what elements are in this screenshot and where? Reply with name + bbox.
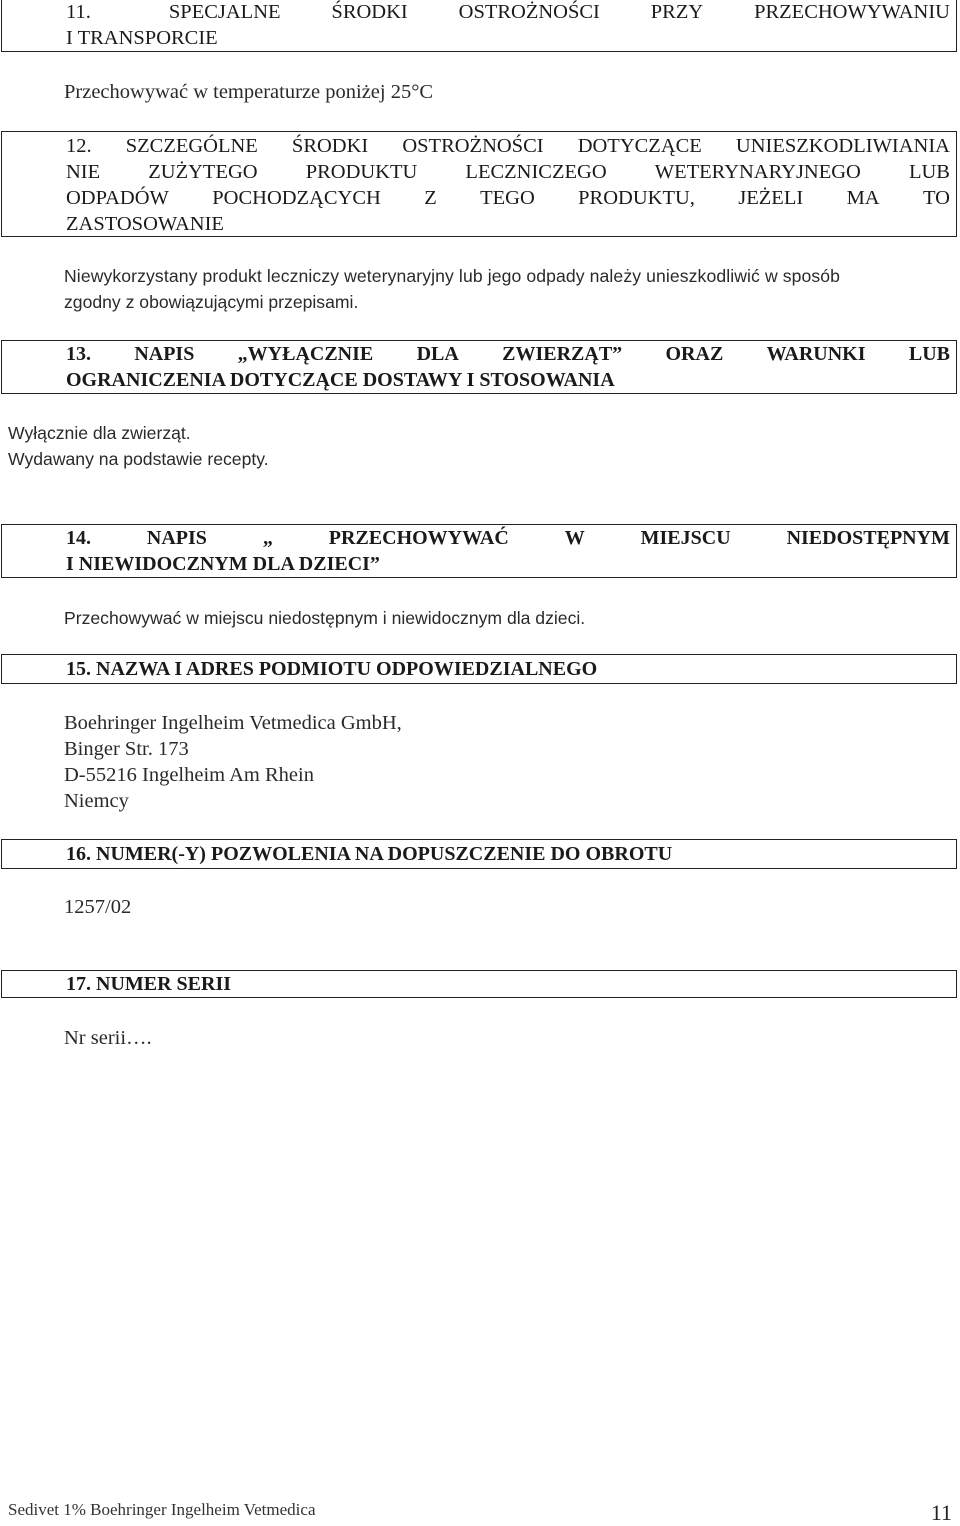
page-number: 11 (930, 1500, 952, 1525)
heading-word: „WYŁĄCZNIE (237, 343, 374, 365)
heading-word: NAPIS (134, 343, 195, 365)
address-line: Binger Str. 173 (64, 738, 189, 760)
heading-word: LECZNICZEGO (465, 161, 607, 183)
heading-word: NIEDOSTĘPNYM (786, 527, 950, 549)
heading-word: OSTROŻNOŚCI (458, 1, 600, 23)
heading-word: JEŻELI (738, 187, 804, 209)
heading-word: WARUNKI (766, 343, 866, 365)
section-13-title-line1 (66, 341, 950, 367)
heading-word: TEGO (480, 187, 535, 209)
section-14-title-line1 (66, 525, 950, 551)
section-17-heading: 17. NUMER SERII (1, 970, 957, 998)
heading-word: WETERYNARYJNEGO (654, 161, 861, 183)
footer-product-name: Sedivet 1% Boehringer Ingelheim Vetmedica (8, 1500, 316, 1519)
heading-word: PRZECHOWYWANIU (754, 1, 950, 23)
section-13-heading (1, 340, 957, 394)
section-number: 12. (66, 135, 92, 157)
batch-number: Nr serii…. (64, 1027, 152, 1049)
address-line: Niemcy (64, 790, 129, 812)
section-14-title-line2: I NIEWIDOCZNYM DLA DZIECI” (66, 553, 380, 575)
heading-word: SZCZEGÓLNE (125, 135, 258, 157)
heading-word: MIEJSCU (640, 527, 731, 549)
heading-word: SPECJALNE (168, 1, 281, 23)
heading-word: ODPADÓW (66, 187, 169, 209)
section-11-heading (1, 0, 957, 52)
heading-word: PRZY (650, 1, 704, 23)
section-number: 14. (66, 527, 91, 549)
heading-word: W (564, 527, 585, 549)
section-12-title-line4: ZASTOSOWANIE (66, 213, 224, 235)
section-number: 11. (66, 1, 91, 23)
heading-word: DLA (416, 343, 459, 365)
heading-word: ŚRODKI (331, 1, 408, 23)
address-line: Boehringer Ingelheim Vetmedica GmbH, (64, 712, 402, 734)
heading-word: ZUŻYTEGO (148, 161, 258, 183)
section-11-title-line2: I TRANSPORCIE (66, 27, 218, 49)
section-12-body-line1: Niewykorzystany produkt leczniczy weterynaryjny lub jego odpady należy unieszkodliwić w sposób (64, 266, 841, 286)
section-14-heading (1, 524, 957, 578)
section-16-heading: 16. NUMER(-Y) POZWOLENIA NA DOPUSZCZENIE DO OBROTU (1, 839, 957, 869)
section-13-body-line1: Wyłącznie dla zwierząt. (8, 423, 191, 443)
heading-word: POCHODZĄCYCH (212, 187, 381, 209)
section-13-title-line2: OGRANICZENIA DOTYCZĄCE DOSTAWY I STOSOWANIA (66, 369, 615, 391)
heading-word: NAPIS (146, 527, 207, 549)
authorisation-number: 1257/02 (64, 896, 132, 918)
section-12-heading (1, 131, 957, 237)
heading-word: DOTYCZĄCE (577, 135, 702, 157)
heading-word: LUB (908, 343, 950, 365)
heading-word: NIE (66, 161, 101, 183)
section-11-title-line1 (66, 0, 950, 25)
heading-word: TO (922, 187, 950, 209)
address-line: D-55216 Ingelheim Am Rhein (64, 764, 314, 786)
heading-word: „ (262, 527, 273, 549)
section-12-title-line3 (66, 185, 950, 211)
heading-word: PRZECHOWYWAĆ (328, 527, 509, 549)
heading-word: PRODUKTU, (578, 187, 695, 209)
section-12-title-line2 (66, 159, 950, 185)
heading-word: PRODUKTU (305, 161, 418, 183)
heading-word: ŚRODKI (291, 135, 369, 157)
heading-word: ZWIERZĄT” (502, 343, 623, 365)
section-12-body-line2: zgodny z obowiązującymi przepisami. (64, 292, 359, 312)
heading-word: LUB (908, 161, 950, 183)
heading-word: OSTROŻNOŚCI (402, 135, 544, 157)
heading-word: MA (846, 187, 880, 209)
section-13-body-line2: Wydawany na podstawie recepty. (8, 449, 269, 469)
heading-word: ORAZ (665, 343, 724, 365)
section-11-body: Przechowywać w temperaturze poniżej 25°C (64, 81, 434, 103)
heading-word: UNIESZKODLIWIANIA (735, 135, 950, 157)
section-15-heading: 15. NAZWA I ADRES PODMIOTU ODPOWIEDZIALNEGO (1, 654, 957, 684)
section-14-body: Przechowywać w miejscu niedostępnym i niewidocznym dla dzieci. (64, 608, 586, 628)
section-number: 13. (66, 343, 91, 365)
section-12-title-line1 (66, 133, 950, 159)
heading-word: Z (424, 187, 437, 209)
